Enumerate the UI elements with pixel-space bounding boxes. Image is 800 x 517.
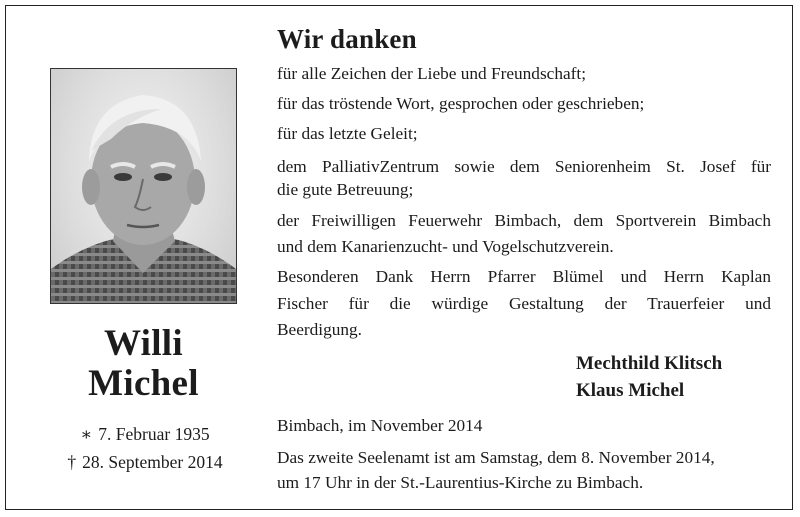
- death-date: 28. September 2014: [82, 452, 223, 472]
- thanks-line: für alle Zeichen der Liebe und Freundschaft;: [277, 64, 587, 83]
- signature-name: Mechthild Klitsch: [576, 353, 723, 374]
- thanks-heading: Wir danken: [277, 24, 417, 54]
- thanks-line: für das tröstende Wort, gesprochen oder geschrieben;: [277, 94, 645, 113]
- thanks-line: der Freiwilligen Feuerwehr Bimbach, dem Sportverein Bimbach: [277, 211, 771, 230]
- thanks-line: Beerdigung.: [277, 320, 362, 339]
- place-date: Bimbach, im November 2014: [277, 416, 483, 435]
- death-date-line: [40, 452, 250, 473]
- memorial-notice-line: um 17 Uhr in der St.-Laurentius-Kirche zu Bimbach.: [277, 473, 644, 492]
- portrait-photo: [50, 68, 237, 304]
- signature-name: Klaus Michel: [576, 380, 685, 401]
- birth-date-line: [40, 424, 250, 445]
- death-cross-icon: †: [67, 452, 77, 472]
- memorial-notice-line: Das zweite Seelenamt ist am Samstag, dem 8. November 2014,: [277, 448, 715, 467]
- thanks-line: dem PalliativZentrum sowie dem Seniorenheim St. Josef für: [277, 157, 771, 176]
- thanks-line: und dem Kanarienzucht- und Vogelschutzverein.: [277, 237, 614, 256]
- thanks-line: Besonderen Dank Herrn Pfarrer Blümel und Herrn Kaplan: [277, 267, 771, 286]
- deceased-last-name: Michel: [88, 363, 199, 404]
- thanks-line: für das letzte Geleit;: [277, 124, 418, 143]
- birth-date: 7. Februar 1935: [98, 424, 210, 444]
- birth-star-icon: ∗: [80, 424, 93, 444]
- thanks-line: Fischer für die würdige Gestaltung der Trauerfeier und: [277, 294, 771, 313]
- thanks-line: die gute Betreuung;: [277, 180, 414, 199]
- deceased-first-name: Willi: [104, 323, 183, 364]
